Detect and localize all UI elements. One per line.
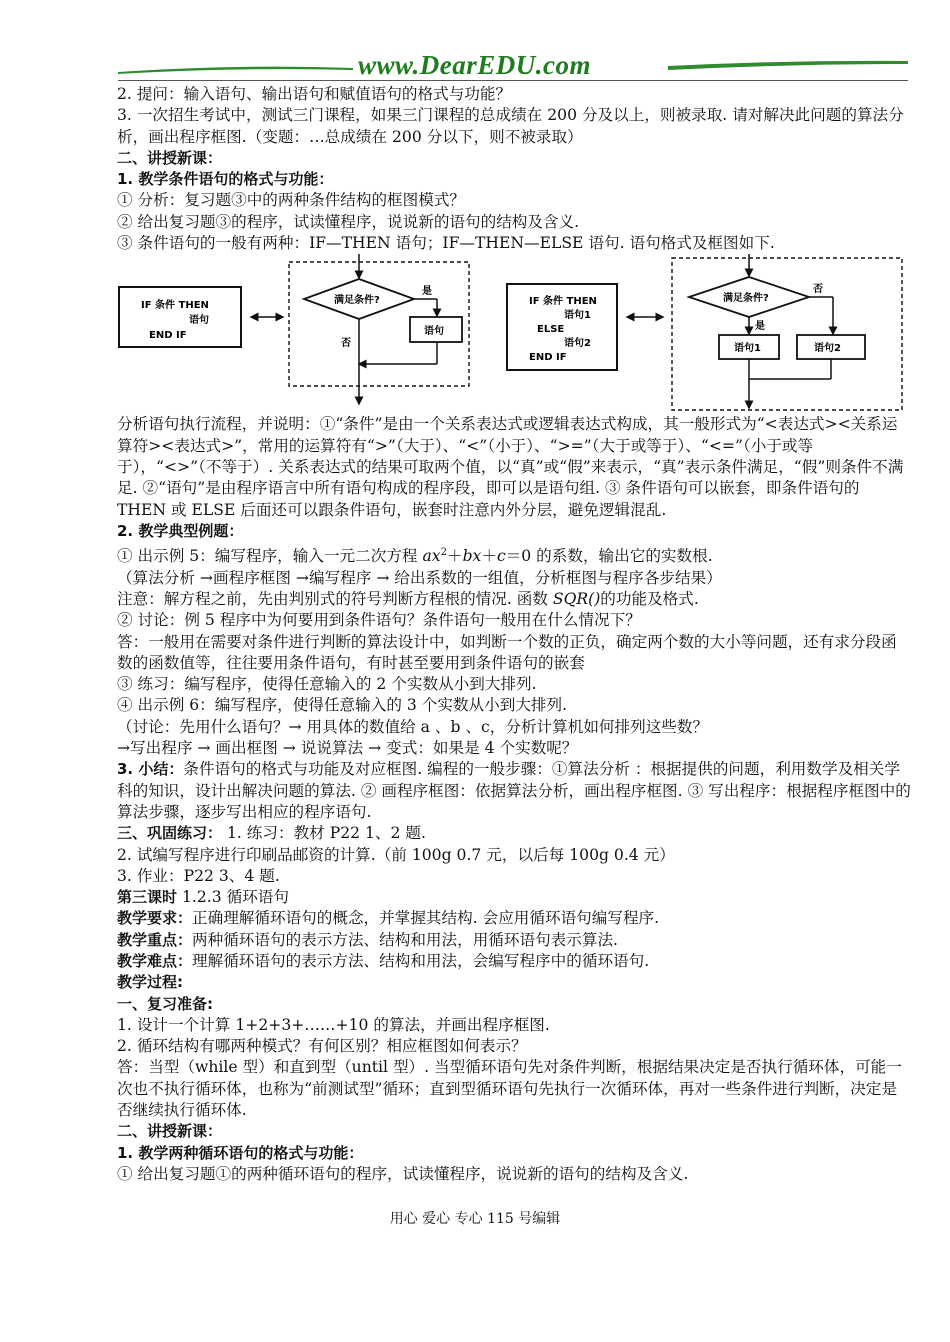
text-run: 注意：解方程之前，先由判别式的符号判断方程根的情况. 函数 — [117, 589, 553, 608]
math-var: c — [496, 547, 506, 566]
text-paragraph: 分析语句执行流程，并说明：①“条件”是由一个关系表达式或逻辑表达式构成，其一般形式为“<表达式><关系运算符><表达式>”，常用的运算符有“>”（大于）、“<”（小于）、“>=”（大于或等于）、“<=”（小于或等于），“<>”（不等于）. 关系表达式的结果可取两个值，以“真”或“假”来表示，“真”表示条件满足，“假”则条件不满足. ②“语句”是由程序语言中所有语句构成的程序段，即可以是语句组. ③ 条件语句可以嵌套，即条件语句的 THEN 或 ELSE 后面还可以跟条件语句，嵌套时注意内外分层，避免逻辑混乱. — [117, 415, 904, 519]
code-line: ELSE — [537, 324, 565, 336]
statement-label: 语句 — [424, 326, 444, 338]
text-run: 条件语句的格式与功能及对应框图. 编程的一般步骤：①算法分析 ：根据提供的问题，利用数学及相关学科的知识，设计出解决问题的算法. ② 画程序框图：依据算法分析，画出程序框图. ③ 写出程序：根据程序框图中的算法步骤，逐步写出相应的程序语句. — [117, 760, 911, 821]
text-line: ② 讨论：例 5 程序中为何要用到条件语句？条件语句一般用在什么情况下？ — [117, 611, 641, 630]
text-line — [117, 908, 912, 929]
text-run: ＋ — [481, 547, 497, 566]
text-line: 2. 试编写程序进行印刷品邮资的计算.（前 100g 0.7 元，以后每 100g 0.4 元） — [117, 845, 675, 864]
code-line: 语句1 — [564, 310, 591, 322]
code-line: END IF — [149, 330, 187, 342]
document-body — [117, 84, 912, 1185]
text-line: 2. 提问：输入语句、输出语句和赋值语句的格式与功能？ — [117, 85, 512, 103]
text-run: 两种循环语句的表示方法、结构和用法，用循环语句表示算法. — [192, 930, 619, 949]
inline-heading: 教学难点： — [117, 951, 193, 970]
text-line: →写出程序 → 画出框图 → 说说算法 → 变式：如果是 4 个实数呢？ — [117, 739, 578, 758]
decision-label: 满足条件? — [334, 295, 380, 307]
swoosh-right-icon — [668, 60, 908, 72]
subsection-heading: 2. 教学典型例题： — [117, 521, 244, 540]
text-line: ① 分析：复习题③中的两种条件结构的框图模式？ — [117, 191, 466, 210]
text-paragraph: 答：一般用在需要对条件进行判断的算法设计中，如判断一个数的正负，确定两个数的大小等问题，还有求分段函数的函数值等，往往要用条件语句，有时甚至要用到条件语句的嵌套 — [117, 632, 897, 672]
text-run: 1. 练习：教材 P22 1、2 题. — [222, 824, 426, 843]
text-run: ＋ — [446, 547, 463, 566]
yes-label: 是 — [422, 286, 432, 298]
inline-heading: 3. 小结： — [117, 760, 184, 779]
text-run: 正确理解循环语句的概念，并掌握其结构. 会应用循环语句编写程序. — [192, 909, 660, 928]
text-run: 理解循环语句的表示方法、结构和用法，会编写程序中的循环语句. — [192, 951, 650, 970]
text-line — [117, 589, 912, 610]
section-heading: 二、讲授新课： — [117, 1122, 223, 1141]
text-line — [117, 823, 912, 844]
statement-label: 语句1 — [734, 343, 761, 355]
flowchart-svg — [117, 254, 912, 414]
code-line: IF 条件 THEN — [141, 300, 209, 312]
section-heading: 二、讲授新课： — [117, 148, 223, 167]
header-rule — [118, 80, 908, 81]
flowchart-figure — [117, 254, 912, 414]
subsection-heading: 1. 教学条件语句的格式与功能： — [117, 170, 334, 189]
text-line: ③ 条件语句的一般有两种：IF—THEN 语句；IF—THEN—ELSE 语句. 语句格式及框图如下. — [117, 234, 775, 253]
yes-label: 是 — [755, 321, 765, 333]
code-line: IF 条件 THEN — [529, 296, 597, 308]
text-line: ① 给出复习题①的两种循环语句的程序，试读懂程序，说说新的语句的结构及含义. — [117, 1164, 689, 1183]
text-run: 1.2.3 循环语句 — [177, 888, 289, 907]
text-run: ① 出示例 5：编写程序，输入一元二次方程 — [117, 547, 423, 566]
page-footer: 用心 爱心 专心 115 号编辑 — [389, 1211, 561, 1227]
inline-heading: 教学要求： — [117, 909, 193, 928]
text-line — [117, 930, 912, 951]
text-line: （讨论：先用什么语句？→ 用具体的数值给 a 、b 、c，分析计算机如何排列这些数？ — [117, 717, 709, 736]
text-run: 的功能及格式. — [600, 589, 699, 608]
math-var: bx — [462, 547, 482, 566]
text-line — [117, 951, 912, 972]
text-line: 3. 作业：P22 3、4 题. — [117, 866, 280, 885]
no-label: 否 — [341, 338, 351, 350]
text-paragraph — [117, 759, 912, 823]
code-line: 语句2 — [564, 338, 591, 350]
flowchart-frame-1 — [289, 262, 469, 386]
text-line: ④ 出示例 6：编写程序，使得任意输入的 3 个实数从小到大排列. — [117, 696, 568, 715]
text-paragraph: 3. 一次招生考试中，测试三门课程，如果三门课程的总成绩在 200 分及以上，则被录取. 请对解决此问题的算法分析，画出程序框图.（变题：…总成绩在 200 分以下，则不被录取） — [117, 106, 904, 146]
text-line: （算法分析 →画程序框图 →编写程序 → 给出系数的一组值，分析框图与程序各步结果） — [117, 568, 722, 587]
text-run: ＝0 的系数，输出它的实数根. — [505, 547, 713, 566]
decision-label: 满足条件? — [723, 293, 769, 305]
section-heading: 一、复习准备: — [117, 994, 213, 1013]
text-line: 2. 循环结构有哪两种模式？有何区别？相应框图如何表示？ — [117, 1037, 527, 1056]
page-header — [118, 50, 908, 82]
site-logo[interactable]: www.DearEDU.com — [358, 50, 592, 80]
code-line: END IF — [529, 352, 567, 364]
code-line: 语句 — [189, 315, 209, 327]
text-line: ③ 练习：编写程序，使得任意输入的 2 个实数从小到大排列. — [117, 675, 537, 694]
statement-label: 语句2 — [814, 343, 841, 355]
text-paragraph: 答：当型（while 型）和直到型（until 型）. 当型循环语句先对条件判断，根据结果决定是否执行循环体，可能一次也不执行循环体，也称为“前测试型”循环；直到型循环语句先执行一次循环体，再对一些条件进行判断，决定是否继续执行循环体. — [117, 1058, 902, 1120]
function-name: SQR() — [552, 589, 601, 608]
lesson-heading: 第三课时 — [117, 888, 178, 907]
swoosh-left-icon — [118, 64, 353, 74]
text-line — [117, 887, 912, 908]
subsection-heading: 1. 教学两种循环语句的格式与功能： — [117, 1143, 364, 1162]
text-line: ② 给出复习题③的程序，试读懂程序，说说新的语句的结构及含义. — [117, 212, 580, 231]
section-heading: 三、巩固练习： — [117, 824, 223, 843]
no-label: 否 — [813, 284, 823, 296]
math-var: ax — [422, 547, 441, 566]
text-line: 1. 设计一个计算 1+2+3+……+10 的算法，并画出程序框图. — [117, 1015, 550, 1034]
math-exp: 2 — [440, 547, 447, 559]
inline-heading: 教学重点： — [117, 930, 193, 949]
section-heading: 教学过程: — [117, 973, 183, 992]
flowchart-frame-2 — [672, 258, 902, 410]
text-line — [117, 542, 912, 567]
